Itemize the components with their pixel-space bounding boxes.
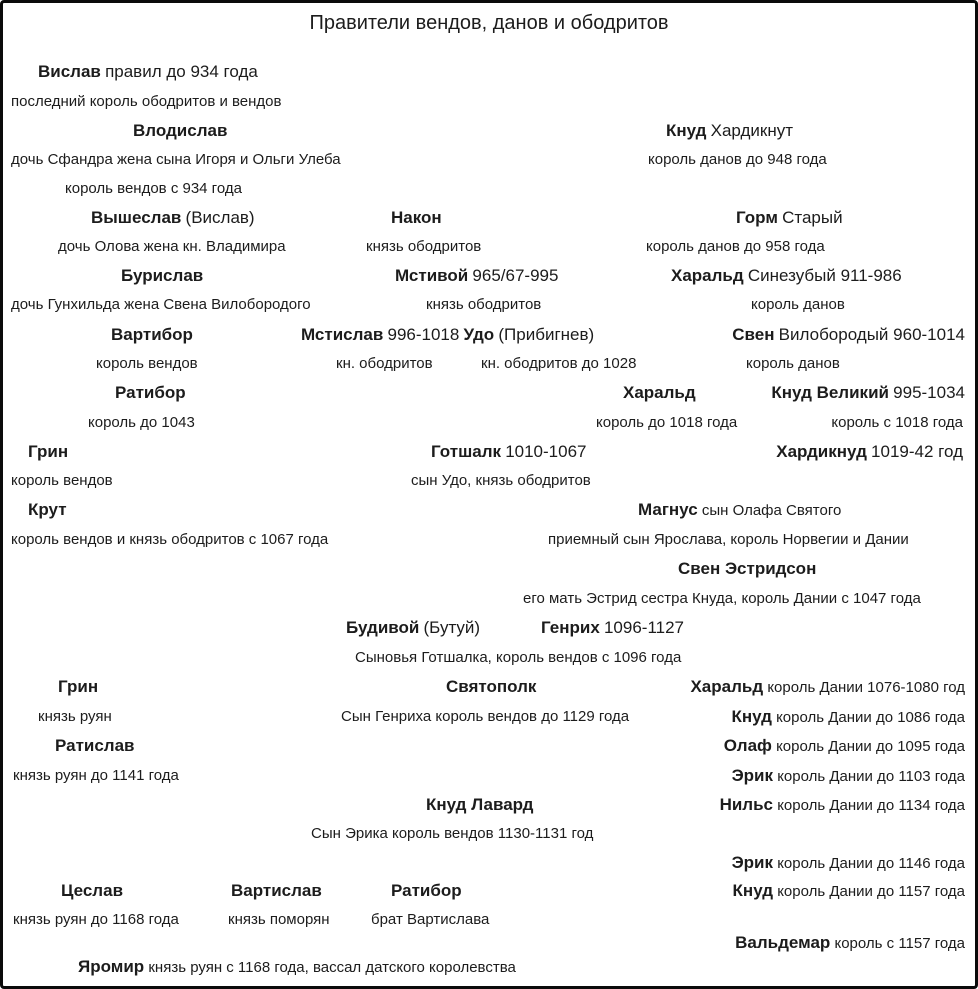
ruler-svyatopolk-line: [446, 676, 536, 698]
ruler-burislav-line: [121, 265, 203, 287]
ruler-vysheslav-name: Вышеслав: [91, 208, 182, 227]
ruler-budivoy-alias: (Бутуй): [423, 618, 481, 637]
ruler-vartibor-name: Вартибор: [111, 325, 193, 344]
ruler-ratislav-sub: князь руян до 1141 года: [13, 767, 179, 784]
ruler-sven-estridson-name: Свен Эстридсон: [678, 559, 817, 578]
ruler-valdemar-name: Вальдемар: [735, 933, 831, 952]
ruler-hardiknud-name: Хардикнуд: [776, 442, 867, 461]
ruler-vlodislav-sub1: дочь Сфандра жена сына Игоря и Ольги Улеба: [11, 151, 341, 168]
ruler-vysheslav-alias: (Вислав): [185, 208, 255, 227]
ruler-mstivoy-line: [395, 265, 558, 287]
ruler-harald2-name: Харальд: [623, 383, 696, 402]
ruler-udo-alias: (Прибигнев): [498, 325, 595, 344]
ruler-vislav-sub: последний король ободритов и вендов: [11, 93, 282, 110]
ruler-knud-hardiknut-line: [666, 120, 793, 142]
ruler-ratislav-line: [55, 735, 135, 757]
ruler-mstivoy-dates: 965/67-995: [472, 266, 559, 285]
ruler-mstislav-sub: кн. ободритов: [336, 355, 433, 372]
ruler-erik2-name: Эрик: [731, 853, 774, 872]
ruler-svyatopolk-sub: Сын Генриха король вендов до 1129 года: [341, 708, 630, 725]
ruler-harald-bluetooth-name: Харальд: [671, 266, 744, 285]
ruler-burislav-sub: дочь Гунхильда жена Свена Вилобородого: [11, 296, 311, 313]
ruler-vlodislav-name: Влодислав: [133, 121, 228, 140]
ruler-harald-bluetooth-detail: Синезубый 911-986: [747, 266, 902, 285]
ruler-krut-line: [28, 499, 67, 521]
ruler-krut-sub: король вендов и князь ободритов с 1067 года: [11, 531, 329, 548]
ruler-grin2-line: [58, 676, 98, 698]
ruler-gotshalk-line: [431, 441, 587, 463]
ruler-knud3-name: Кнуд: [732, 881, 774, 900]
ruler-knud2-line: [731, 706, 965, 728]
ruler-harald-bluetooth-sub: король данов: [751, 296, 845, 313]
ruler-knud2-name: Кнуд: [731, 707, 772, 726]
ruler-magnus-line: [638, 499, 841, 521]
ruler-mstislav-dates: 996-1018: [387, 325, 460, 344]
ruler-vartislav-name: Вартислав: [231, 881, 322, 900]
ruler-olaf-line: [724, 735, 965, 757]
ruler-valdemar-line: [735, 932, 965, 954]
ruler-gotshalk-name: Готшалк: [431, 442, 502, 461]
ruler-mstislav-name: Мстислав: [301, 325, 384, 344]
ruler-erik1-line: [732, 765, 965, 787]
ruler-gorm-line: [736, 207, 843, 229]
ruler-ratibor2-line: [391, 880, 462, 902]
ruler-ratibor2-name: Ратибор: [391, 881, 462, 900]
ruler-ratibor1-line: [115, 382, 186, 404]
ruler-harald3-name: Харальд: [690, 677, 764, 696]
ruler-harald-bluetooth-line: [671, 265, 902, 287]
page-title: Правители вендов, данов и ободритов: [309, 12, 669, 34]
ruler-ratibor1-sub: король до 1043: [88, 414, 195, 431]
ruler-knud-lavard-line: [426, 794, 533, 816]
ruler-yaromir-name: Яромир: [78, 957, 145, 976]
ruler-tseslav-sub: князь руян до 1168 года: [13, 911, 179, 928]
ruler-udo-sub: кн. ободритов до 1028: [481, 355, 637, 372]
ruler-budivoy-name: Будивой: [346, 618, 420, 637]
ruler-mstivoy-name: Мстивой: [395, 266, 469, 285]
ruler-nakon-name: Након: [391, 208, 442, 227]
ruler-mstislav-udo-line: [301, 324, 594, 346]
ruler-vlodislav-line: [133, 120, 227, 142]
ruler-erik1-detail: король Дании до 1103 года: [777, 768, 965, 785]
ruler-grin2-sub: князь руян: [38, 708, 112, 725]
ruler-genrih-dates: 1096-1127: [603, 618, 685, 637]
ruler-harald2-sub: король до 1018 года: [596, 414, 738, 431]
ruler-gorm-detail: Старый: [782, 208, 843, 227]
ruler-tseslav-name: Цеслав: [61, 881, 124, 900]
ruler-krut-name: Крут: [28, 500, 67, 519]
ruler-vislav-line: [38, 61, 258, 83]
ruler-magnus-sub: приемный сын Ярослава, король Норвегии и Дании: [548, 531, 909, 548]
ruler-harald2-line: [623, 382, 696, 404]
ruler-knud3-line: [733, 880, 965, 902]
ruler-svyatopolk-name: Святополк: [446, 677, 537, 696]
ruler-knud-great-name: Кнуд Великий: [771, 383, 889, 402]
ruler-grin1-sub: король вендов: [11, 472, 113, 489]
ruler-sven-forkbeard-sub: король данов: [746, 355, 840, 372]
ruler-hardiknud-line: [776, 441, 963, 463]
ruler-sven-forkbeard-detail: Вилобородый 960-1014: [778, 325, 965, 344]
ruler-gotshalk-dates: 1010-1067: [505, 442, 587, 461]
ruler-knud-lavard-name: Кнуд Лавард: [426, 795, 534, 814]
ruler-knud-great-sub: король с 1018 года: [831, 414, 963, 431]
ruler-olaf-detail: король Дании до 1095 года: [776, 738, 965, 755]
ruler-erik2-detail: король Дании до 1146 года: [777, 855, 965, 872]
ruler-gorm-name: Горм: [736, 208, 778, 227]
ruler-vislav-detail: правил до 934 года: [105, 62, 258, 81]
ruler-ratislav-name: Ратислав: [55, 736, 135, 755]
ruler-sven-estridson-line: [678, 558, 816, 580]
ruler-yaromir-detail: князь руян с 1168 года, вассал датского королевства: [148, 959, 516, 976]
ruler-knud-hardiknut-name: Кнуд: [666, 121, 707, 140]
ruler-magnus-name: Магнус: [638, 500, 698, 519]
ruler-vlodislav-sub2: король вендов с 934 года: [65, 180, 242, 197]
ruler-knud2-detail: король Дании до 1086 года: [776, 709, 965, 726]
ruler-vartislav-line: [231, 880, 322, 902]
ruler-mstivoy-sub: князь ободритов: [426, 296, 542, 313]
ruler-erik1-name: Эрик: [731, 766, 774, 785]
ruler-tseslav-line: [61, 880, 123, 902]
ruler-harald3-line: [690, 676, 965, 698]
ruler-grin2-name: Грин: [58, 677, 99, 696]
ruler-knud-great-line: [771, 382, 965, 404]
ruler-nils-line: [720, 794, 965, 816]
ruler-sven-estridson-sub: его мать Эстрид сестра Кнуда, король Дании с 1047 года: [523, 590, 921, 607]
ruler-knud-lavard-sub: Сын Эрика король вендов 1130-1131 год: [311, 825, 594, 842]
ruler-knud-hardiknut-detail: Хардикнут: [710, 121, 794, 140]
ruler-nakon-line: [391, 207, 442, 229]
ruler-genrih-line: [541, 617, 684, 639]
ruler-knud-great-dates: 995-1034: [893, 383, 965, 402]
ruler-hardiknud-dates: 1019-42 год: [871, 442, 963, 461]
ruler-knud-hardiknut-sub: король данов до 948 года: [648, 151, 827, 168]
ruler-nils-name: Нильс: [719, 795, 774, 814]
ruler-valdemar-detail: король с 1157 года: [834, 935, 965, 952]
ruler-harald3-detail: король Дании 1076-1080 год: [767, 679, 965, 696]
ruler-sven-forkbeard-name: Свен: [732, 325, 775, 344]
ruler-budivoy-genrih-sub: Сыновья Готшалка, король вендов с 1096 года: [355, 649, 682, 666]
ruler-ratibor2-sub: брат Вартислава: [371, 911, 490, 928]
ruler-vysheslav-sub: дочь Олова жена кн. Владимира: [58, 238, 286, 255]
ruler-vartislav-sub: князь поморян: [228, 911, 330, 928]
ruler-erik2-line: [732, 852, 965, 874]
ruler-vysheslav-line: [91, 207, 255, 229]
ruler-olaf-name: Олаф: [723, 736, 772, 755]
ruler-udo-name: Удо: [463, 325, 495, 344]
ruler-burislav-name: Бурислав: [121, 266, 204, 285]
ruler-genrih-name: Генрих: [541, 618, 600, 637]
ruler-vislav-name: Вислав: [38, 62, 101, 81]
ruler-grin1-name: Грин: [28, 442, 69, 461]
ruler-vartibor-sub: король вендов: [96, 355, 198, 372]
ruler-yaromir-line: [78, 956, 516, 978]
ruler-sven-forkbeard-line: [732, 324, 965, 346]
ruler-ratibor1-name: Ратибор: [115, 383, 186, 402]
ruler-gorm-sub: король данов до 958 года: [646, 238, 825, 255]
ruler-grin1-line: [28, 441, 68, 463]
ruler-magnus-detail: сын Олафа Святого: [701, 502, 842, 519]
ruler-nils-detail: король Дании до 1134 года: [777, 797, 965, 814]
ruler-budivoy-line: [346, 617, 480, 639]
ruler-vartibor-line: [111, 324, 193, 346]
ruler-nakon-sub: князь ободритов: [366, 238, 482, 255]
ruler-gotshalk-sub: сын Удо, князь ободритов: [411, 472, 591, 489]
ruler-knud3-detail: король Дании до 1157 года: [777, 883, 965, 900]
